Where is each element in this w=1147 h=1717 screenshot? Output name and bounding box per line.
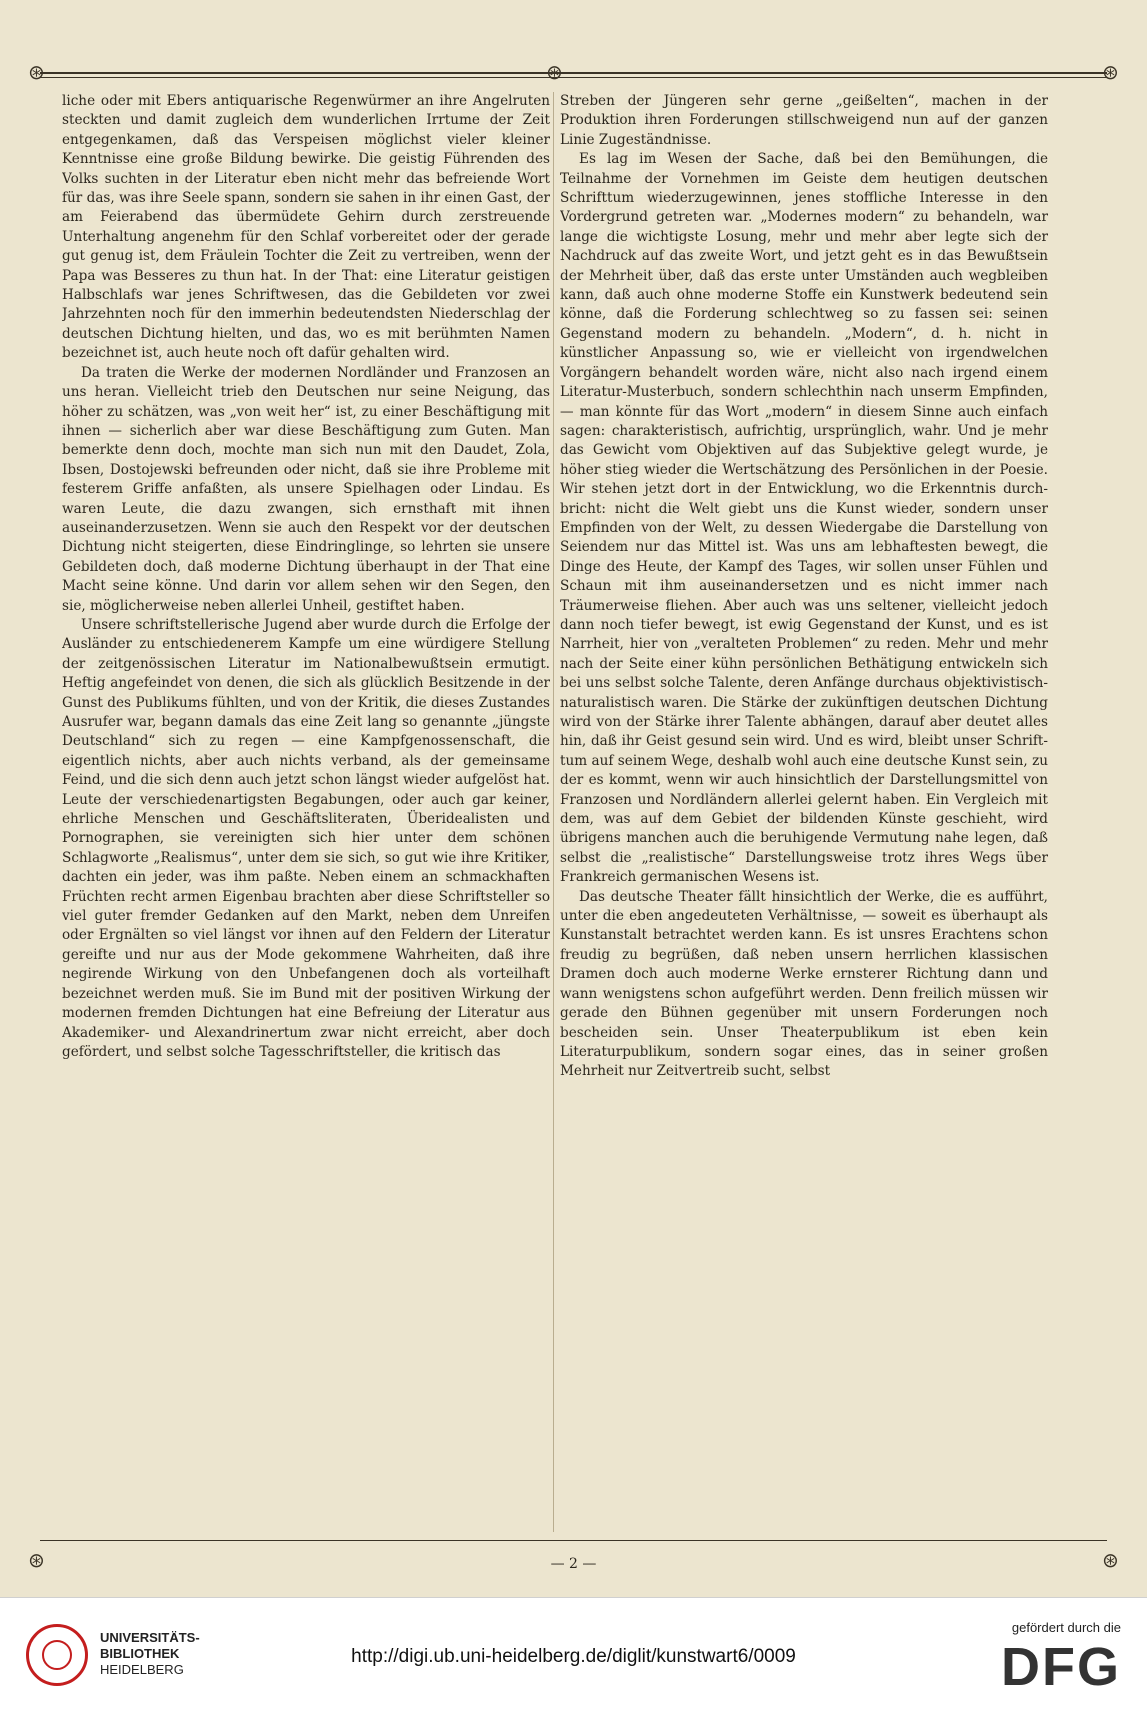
paragraph: Es lag im Wesen der Sache, daß bei den Bemühungen, die Teilnahme der Vornehmen im Geiste dem heutigen deutschen Schrifttum wiederzugewinnen, jenes stoffliche Interesse in den Vordergrund getreten war. „Modernes modern“ zu behandeln, war lange die wichtigste Losung, mehr und mehr aber legte sich der Nachdruck auf das zweite Wort, und jetzt geht es in das Bewußtsein der Mehrheit über, daß das erste unter Umständen auch wegbleiben kann, daß auch ohne moderne Stoffe ein Kunstwerk bedeutend sein könne, daß die Forderung schlechtweg so zu fassen sei: seinen Gegenstand modern zu behandeln. „Modern“, d. h. nicht in künstlicher Anpassung so, wie er vielleicht von irgendwelchen Vorgängern behandelt worden wäre, nicht also nach irgend einem Literatur-Musterbuch, sondern schlechthin nach unserm Empfinden, — man könnte für das Wort „modern“ in diesem Sinne auch einfach sagen: charakteristisch, aufrichtig, ursprünglich, wahr. Und je mehr das Gewicht vom Objektiven auf das Subjektive gelegt wurde, je höher stieg wieder die Wertschätzung des Persönlichen in der Poesie. Wir stehen jetzt dort in der Entwicklung, wo die Erkenntnis durchbricht: nicht die Welt giebt uns die Kunst wieder, sondern unser Empfinden von der Welt, zu dessen Wiedergabe die Darstellung von Seiendem nur das Mittel ist. Was uns am lebhaftesten bewegt, die Dinge des Heute, der Kampf des Tages, wir sollen unser Fühlen und Schaun mit ihm auseinandersetzen und es nicht immer nach Träumerweise fliehen. Aber auch was uns seltener, vielleicht jedoch dann noch tiefer bewegt, ist ewig Gegenstand der Kunst, und es ist Narrheit, hier von „veralteten Problemen“ zu reden. Mehr und mehr nach der Seite einer kühn persönlichen Bethätigung entwickeln sich bei uns selbst solche Talente, deren Anfänge durchaus objektivistischnaturalistisch waren. Die Stärke der zukünftigen deutschen Dichtung wird von der Stärke ihrer Talente abhängen, darauf aber deutet alles hin, daß ihr Geist gesund sein wird. Und es wird, bleibt unser Schrifttum auf seinem Wege, deshalb wohl auch eine deutsche Kunst sein, zu der es kommt, wenn wir auch hinsichtlich der Darstellungsmittel von Franzosen und Nordländern allerlei gelernt haben. Ein Vergleich mit dem, was auf dem Gebiet der bildenden Künste geschieht, wird übrigens manchen auch die beruhigende Vermutung nahe legen, daß selbst die „realistische“ Darstellungsweise trotz ihres Wegs über Frankreich germanischen Wesens ist. bbox=[560, 151, 1048, 886]
column-ornament-icon: ⊛ bbox=[546, 60, 563, 84]
digitization-footer bbox=[0, 1597, 1147, 1717]
paragraph: Unsere schriftstellerische Jugend aber wurde durch die Erfolge der Ausländer zu entschiedenerem Kampfe um eine würdigere Stellung der zeitgenössischen Literatur im Nationalbewußtsein ermutigt. Heftig angefeindet von denen, die sich als glücklich Besitzende in der Gunst des Publikums fühlten, und von der Kritik, die dieses Zustandes Ausrufer war, begann damals das eine Zeit lang so genannte „jüngste Deutschland“ sich zu regen — eine Kampfgenossenschaft, die eigentlich nichts, aber auch nichts verband, als der gemeinsame Feind, und die sich denn auch jetzt schon längst wieder aufgelöst hat. Leute der verschiedenartigsten Begabungen, oder auch gar keiner, ehrliche Menschen und Geschäftsliteraten, Überidealisten und Pornographen, sie vereinigten sich hier unter dem schönen Schlagworte „Realismus“, unter dem sie sich, so gut wie ihre Kritiker, dachten ein jeder, was ihm paßte. Neben einem an schmackhaften Früchten recht armen Eigenbau brachten aber diese Schriftsteller so viel guter fremder Gedanken auf den Markt, neben dem Unreifen oder Ergnälten so viel längst vor ihnen auf den Feldern der Literatur gereifte und nur aus der Mode gekommene Wahrheiten, daß ihre negirende Wirkung von den Unbefangenen doch als vorteilhaft bezeichnet werden muß. Sie im Bund mit der positiven Wirkung der modernen fremden Dichtungen hat eine Befreiung der Literatur aus Akademiker- und Alexandrinertum zwar nicht erreicht, aber doch gefördert, und selbst solche Tagesschriftsteller, die kritisch das bbox=[62, 616, 550, 1060]
corner-ornament-left-icon: ⊛ bbox=[28, 60, 45, 84]
bottom-ornament-left-icon: ⊛ bbox=[28, 1548, 45, 1572]
institution-line: BIBLIOTHEK bbox=[100, 1646, 180, 1661]
bottom-ornament-right-icon: ⊛ bbox=[1102, 1548, 1119, 1572]
frame-top-line bbox=[40, 72, 1107, 74]
corner-ornament-right-icon: ⊛ bbox=[1102, 60, 1119, 84]
institution-line: HEIDELBERG bbox=[100, 1662, 184, 1677]
paragraph: Streben der Jüngeren sehr gerne „geißelten“, machen in der Produktion ihren Forderungen stillschweigend nun auf der ganzen Linie Zugeständnisse. bbox=[560, 93, 1048, 148]
frame-top-line-thin bbox=[40, 77, 1107, 78]
frame-bottom-line bbox=[40, 1540, 1107, 1541]
paragraph: liche oder mit Ebers antiquarische Regenwürmer an ihre Angelruten steckten und damit zugleich dem wunderlichen Irrtume der Zeit entgegenkamen, daß das Verspeisen möglichst vieler kleiner Kenntnisse eine große Bildung bewirke. Die geistig Führenden des Volks suchten in der Literatur eben nicht mehr das befreiende Wort für das, was ihre Seele spann, sondern sie sahen in ihr einen Gast, der am Feierabend das übermüdete Gehirn durch zerstreuende Unterhaltung angenehm für den Schlaf vorbereitet oder der gerade gut genug ist, dem Fräulein Tochter die Zeit zu vertreiben, wenn der Papa was Besseres zu thun hat. In der That: eine Literatur geistigen Halbschlafs war jenes Schriftwesen, das die Gebildeten vor zwei Jahrzehnten noch für den immerhin bedeutendsten Niederschlag der deutschen Dichtung hielten, und das, wo es mit berühmten Namen bezeichnet ist, auch heute noch oft dafür gehalten wird. bbox=[62, 93, 550, 362]
sponsor-label: gefördert durch die bbox=[1011, 1620, 1121, 1635]
dfg-logo[interactable]: DFG bbox=[1001, 1637, 1121, 1697]
document-url-link[interactable]: http://digi.ub.uni-heidelberg.de/diglit/kunstwart6/0009 bbox=[351, 1646, 796, 1667]
institution-line: UNIVERSITÄTS- bbox=[100, 1630, 200, 1645]
column-divider bbox=[553, 92, 554, 1532]
paragraph: Da traten die Werke der modernen Nordländer und Franzosen an uns heran. Vielleicht trieb den Deutschen nur seine Neigung, das höher zu schätzen, was „von weit her“ ist, zu einer Beschäftigung mit ihnen — sicherlich aber war diese Beschäftigung zum Guten. Man bemerkte denn doch, mochte man sich nun mit den Daudet, Zola, Ibsen, Dostojewski befreunden oder nicht, daß sie ihre Probleme mit festerem Griffe anfaßten, als unsere Spielhagen oder Lindau. Es waren Leute, die dazu zwangen, sich ernsthaft mit ihnen auseinanderzusetzen. Wenn sie auch den Respekt vor der deutschen Dichtung nicht steigerten, diese Eindringlinge, so lehrten sie unsere Gebildeten doch, daß moderne Dichtung überhaupt in der That eine Macht seine könne. Und darin vor allem sehen wir den Segen, den sie, möglicherweise neben allerlei Unheil, gestiftet haben. bbox=[62, 364, 550, 614]
text-column-right bbox=[560, 92, 1048, 1532]
page-number: — 2 — bbox=[550, 1556, 597, 1572]
paragraph: Das deutsche Theater fällt hinsichtlich der Werke, die es aufführt, unter die eben angedeuteten Verhältnisse, — soweit es überhaupt als Kunstanstalt betrachtet werden kann. Es ist unsres Erachtens schon freudig zu begrüßen, daß neben unsern herrlichen klassischen Dramen doch auch moderne Werke ernsterer Richtung dann und wann wenigstens schon aufgeführt werden. Denn freilich müssen wir gerade den Bühnen gegenüber mit unsern Forderungen noch bescheiden sein. Unser Theaterpublikum ist eben kein Literaturpublikum, sondern sogar eines, das in seiner großen Mehrheit nur Zeitvertreib sucht, selbst bbox=[560, 888, 1048, 1080]
text-column-left bbox=[62, 92, 550, 1532]
